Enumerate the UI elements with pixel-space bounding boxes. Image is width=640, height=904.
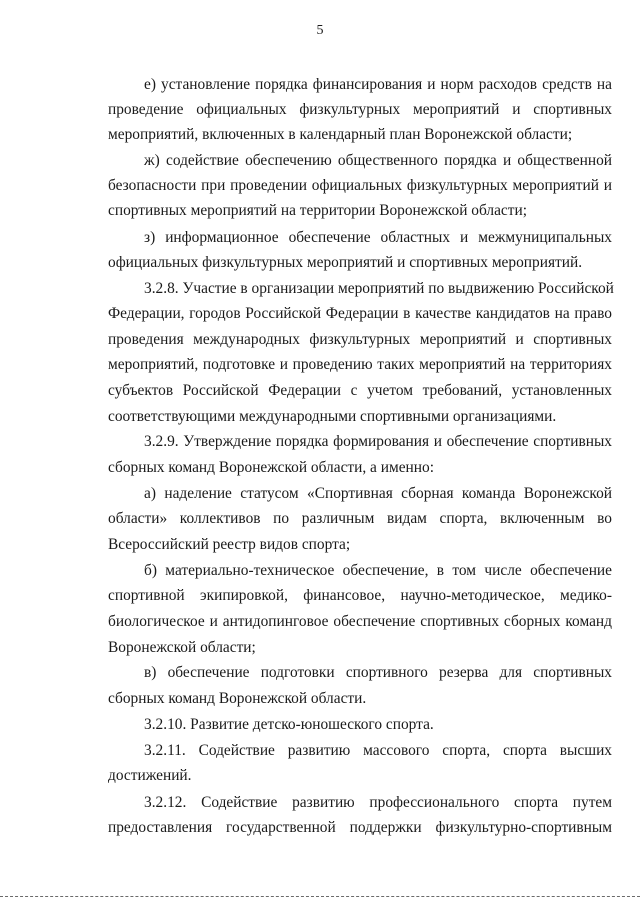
text-line-29: 3.2.12. Содействие развитию профессионального спорта путем bbox=[144, 794, 612, 811]
text-line-28: достижений. bbox=[108, 767, 192, 784]
text-line-6: спортивных мероприятий на территории Воронежской области; bbox=[108, 202, 527, 219]
text-line-22: биологическое и антидопинговое обеспечение спортивных сборных команд bbox=[108, 613, 612, 630]
bottom-scan-edge bbox=[0, 896, 640, 897]
text-line-13: субъектов Российской Федерации с учетом требований, установленных bbox=[108, 382, 612, 399]
text-line-11: проведения международных физкультурных мероприятий и спортивных bbox=[108, 331, 612, 348]
text-line-16: сборных команд Воронежской области, а именно: bbox=[108, 459, 434, 476]
text-line-3: мероприятий, включенных в календарный план Воронежской области; bbox=[108, 126, 573, 143]
text-line-1: е) установление порядка финансирования и норм расходов средств на bbox=[144, 76, 612, 93]
text-line-9: 3.2.8. Участие в организации мероприятий по выдвижению Российской bbox=[144, 280, 614, 297]
text-line-5: безопасности при проведении официальных физкультурных мероприятий и bbox=[108, 177, 612, 194]
text-line-27: 3.2.11. Содействие развитию массового спорта, спорта высших bbox=[144, 742, 612, 759]
text-line-17: а) наделение статусом «Спортивная сборная команда Воронежской bbox=[144, 485, 612, 502]
text-line-12: мероприятий, подготовке и проведению таких мероприятий на территориях bbox=[108, 356, 612, 373]
text-line-21: спортивной экипировкой, финансовое, научно-методическое, медико- bbox=[108, 587, 612, 604]
text-line-18: области» коллективов по различным видам спорта, включенным во bbox=[108, 510, 612, 527]
text-line-7: з) информационное обеспечение областных и межмуниципальных bbox=[144, 229, 612, 246]
text-line-23: Воронежской области; bbox=[108, 639, 256, 656]
text-line-15: 3.2.9. Утверждение порядка формирования и обеспечение спортивных bbox=[144, 433, 612, 450]
text-line-2: проведение официальных физкультурных мероприятий и спортивных bbox=[108, 101, 612, 118]
text-line-14: соответствующими международными спортивными организациями. bbox=[108, 408, 557, 425]
text-line-10: Федерации, городов Российской Федерации в качестве кандидатов на право bbox=[108, 305, 612, 322]
text-line-26: 3.2.10. Развитие детско-юношеского спорта. bbox=[144, 716, 434, 733]
text-line-20: б) материально-техническое обеспечение, в том числе обеспечение bbox=[144, 562, 612, 579]
text-line-25: сборных команд Воронежской области. bbox=[108, 690, 367, 707]
text-line-24: в) обеспечение подготовки спортивного резерва для спортивных bbox=[144, 664, 612, 681]
page-number: 5 bbox=[316, 23, 324, 38]
text-line-19: Всероссийский реестр видов спорта; bbox=[108, 536, 351, 553]
text-line-8: официальных физкультурных мероприятий и спортивных мероприятий. bbox=[108, 254, 583, 271]
text-line-30: предоставления государственной поддержки физкультурно-спортивным bbox=[108, 819, 612, 836]
text-line-4: ж) содействие обеспечению общественного порядка и общественной bbox=[144, 152, 612, 169]
